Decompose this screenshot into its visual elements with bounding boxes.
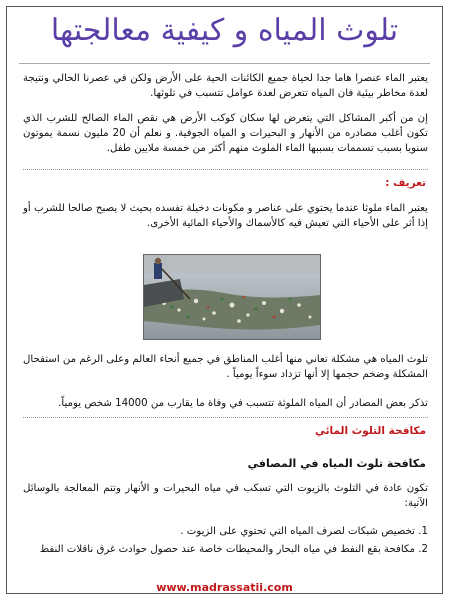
title-divider xyxy=(19,63,430,64)
page-title: تلوث المياه و كيفية معالجتها xyxy=(50,13,399,48)
definition-heading: تعريف : xyxy=(385,177,426,189)
intro-paragraph-2: إن من أكبر المشاكل التي يتعرض لها سكان كوكب الأرض هي نقص الماء الصالح للشرب الذي تكون أغلب مصادره من الأنهار و البحيرات و المياه الجوفية. و نعلم أن 20 مليون نسمة يموتون سنويا بسبب تسممات بسببها الماء الملوث منهم أكثر من خمسة ملايين طفل. xyxy=(23,113,428,154)
section-divider xyxy=(23,169,428,170)
fight-heading: مكافحة التلوث المائي xyxy=(314,425,426,437)
definition-paragraph: يعتبر الماء ملوثا عندما يحتوي على عناصر و مكونات دخيلة تفسده بحيث لا يصبح صالحا للشرب أو إذا أثر على الأحياء التي تعيش فيه كالأسماك والأحياء المائية الأخرى. xyxy=(23,203,428,229)
website-footer-link[interactable]: www.madrassatii.com xyxy=(156,581,293,594)
list-item-text: مكافحة بقع النفط في مياه البحار والمحيطات خاصة عند حصول حوادث غرق ناقلات النفط xyxy=(39,544,416,555)
refinery-paragraph: تكون عادة في التلوث بالزيوت التي تسكب في مياه البحيرات و الأنهار وتتم المعالجة بالوسائل الآتية: xyxy=(23,483,428,509)
section-divider-2 xyxy=(23,417,428,418)
list-item-number: 2. xyxy=(418,544,428,555)
document-page xyxy=(6,6,443,594)
list-item xyxy=(23,525,428,539)
list-item xyxy=(23,543,428,557)
refinery-heading: مكافحة تلوث المياه في المصافي xyxy=(247,457,426,470)
measures-list xyxy=(23,525,428,561)
list-item-number: 1. xyxy=(418,526,428,537)
problem-paragraph: تلوث المياه هي مشكلة تعاني منها أغلب المناطق في جميع أنحاء العالم وعلى الرغم من استفحال المشكلة وضخم حجمها إلا أنها تزداد سوءاً يومياً . xyxy=(23,354,428,380)
deaths-paragraph: تذكر بعض المصادر أن المياه الملوثة تتسبب في وفاة ما يقارب من 14000 شخص يومياً. xyxy=(58,398,428,409)
list-item-text: تخصيص شبكات لصرف المياه التي تحتوي على الزيوت . xyxy=(180,526,416,537)
intro-paragraph-1: يعتبر الماء عنصرا هاما جدا لحياة جميع الكائنات الحية على الأرض ولكن في عصرنا الحالي ونتيجة لعدة مخاطر بيئية فان المياه تتعرض لعدة عوامل تتسبب في تلوثها. xyxy=(23,73,428,99)
polluted-water-photo xyxy=(143,254,321,340)
